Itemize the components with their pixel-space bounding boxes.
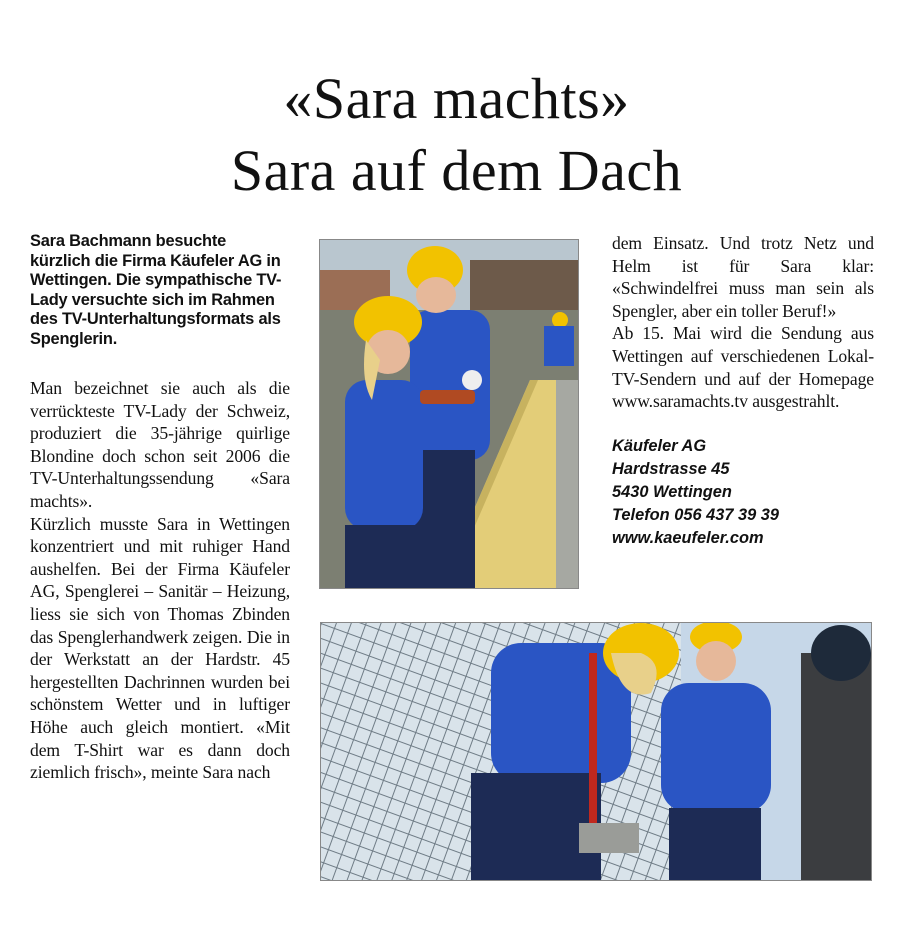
article-column-right <box>612 232 874 550</box>
lead-paragraph: Sara Bachmann besuchte kürzlich die Firma Käufeler AG in Wettingen. Die sympathische TV-Lady versuchte sich im Rahmen des TV-Unterhaltungsformats als Spenglerin. <box>30 232 282 348</box>
photo-workers-roof-image <box>320 240 578 588</box>
company-phone: Telefon 056 437 39 39 <box>612 505 780 524</box>
article-column-left <box>30 232 290 784</box>
body-paragraph-3 <box>612 232 874 322</box>
body-paragraph-3-text: dem Einsatz. Und trotz Netz und Helm ist für Sara klar: «Schwindelfrei muss man sein als Spengler, aber ein toller Beruf!» <box>612 233 874 321</box>
company-street: Hardstrasse 45 <box>612 459 730 478</box>
photo-workers-net-image <box>321 623 871 880</box>
photo-workers-roof <box>319 239 579 589</box>
body-paragraph-2-text: Kürzlich musste Sara in Wettingen konzentriert und mit ruhiger Hand aushelfen. Bei der Firma Käufeler AG, Spenglerei – Sanitär – Heizung, liess sie sich von Thomas Zbinden das Spenglerhandwerk zeigen. Die in der Werkstatt an der Hardstr. 45 hergestellten Dachrinnen wurden bei schönstem Wetter und in luftiger Höhe auch gleich montiert. «Mit dem T-Shirt war es dann doch ziemlich frisch», meinte Sara nach <box>30 513 290 783</box>
company-address-block <box>612 435 874 550</box>
headline-line2: Sara auf dem Dach <box>230 138 683 203</box>
company-city: 5430 Wettingen <box>612 482 732 501</box>
photo-workers-net <box>320 622 872 881</box>
body-paragraph-4-text: Ab 15. Mai wird die Sendung aus Wettingen auf verschiedenen Lokal-TV-Sendern und auf der Homepage www.saramachts.tv ausgestrahlt. <box>612 323 874 412</box>
body-paragraph-4 <box>612 322 874 412</box>
body-paragraph-1 <box>30 377 290 513</box>
company-website: www.kaeufeler.com <box>612 528 764 547</box>
body-paragraph-2 <box>30 513 290 784</box>
company-name: Käufeler AG <box>612 436 707 455</box>
headline-line1: «Sara machts» <box>283 66 630 131</box>
body-paragraph-1-text: Man bezeichnet sie auch als die verrückteste TV-Lady der Schweiz, produziert die 35-jährige quirlige Blondine doch schon seit 2006 die TV-Unterhaltungssendung «Sara machts». <box>30 378 290 511</box>
